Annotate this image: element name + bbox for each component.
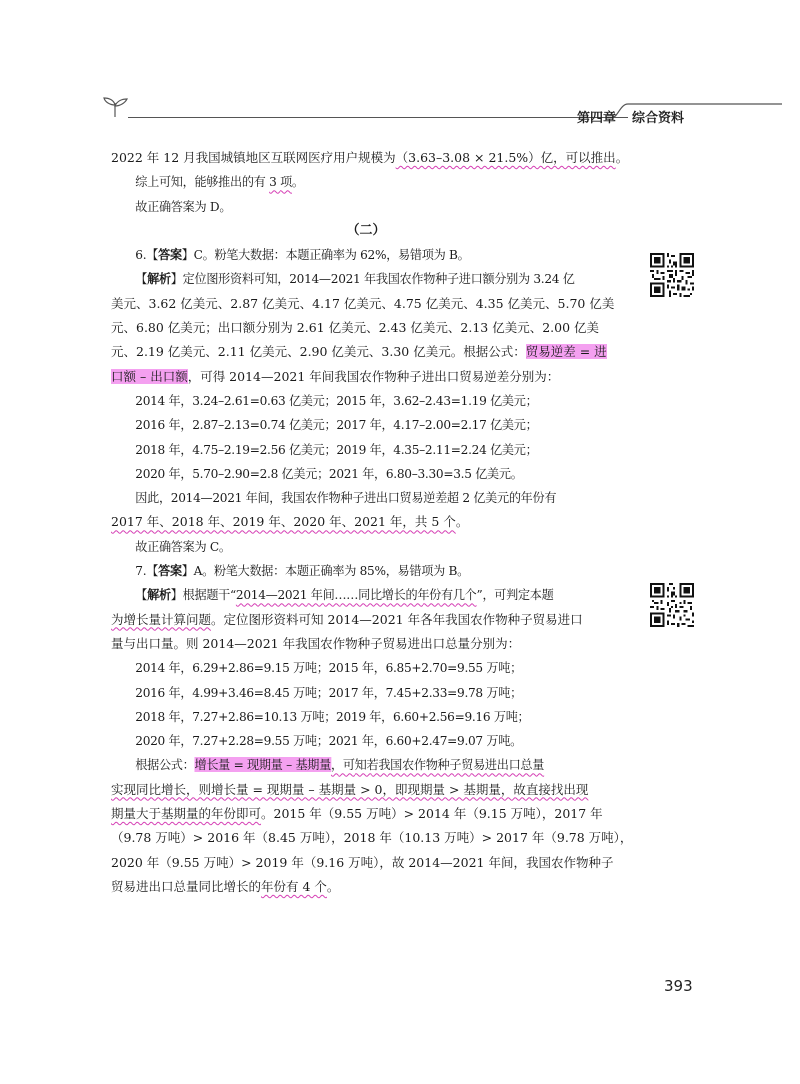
text-line: 2016 年，4.99+3.46=8.45 万吨；2017 年，7.45+2.33=9.78 万吨；: [135, 684, 522, 700]
text-line: 2014 年，3.24–2.61=0.63 亿美元；2015 年，3.62–2.43=1.19 亿美元；: [135, 392, 538, 408]
text-line: 6.【答案】C。粉笔大数据：本题正确率为 62%，易错项为 B。: [135, 247, 470, 263]
section-subtitle: （二）: [346, 222, 386, 238]
text-line: 2020 年，5.70–2.90=2.8 亿美元；2021 年，6.80–3.30=3.5 亿美元。: [135, 465, 523, 481]
text-line: 为增长量计算问题。定位图形资料可知 2014—2021 年各年我国农作物种子贸易进口: [111, 611, 583, 627]
text-line: 2016 年，2.87–2.13=0.74 亿美元；2017 年，4.17–2.00=2.17 亿美元；: [135, 417, 538, 433]
answer-label: 答案: [158, 247, 182, 263]
text-line: 口额 – 出口额，可得 2014—2021 年间我国农作物种子进出口贸易逆差分别为：: [111, 368, 560, 384]
text-line: 2018 年，7.27+2.86=10.13 万吨；2019 年，6.60+2.56=9.16 万吨；: [135, 708, 530, 724]
text-line: 美元、3.62 亿美元、2.87 亿美元、4.17 亿美元、4.75 亿美元、4.35 亿美元、5.70 亿美: [111, 295, 615, 311]
page-number: 393: [664, 977, 693, 995]
text-line: （9.78 万吨）> 2016 年（8.45 万吨），2018 年（10.13 万吨）> 2017 年（9.78 万吨），: [111, 830, 633, 846]
text-line: 元、6.80 亿美元；出口额分别为 2.61 亿美元、2.43 亿美元、2.13 亿美元、2.00 亿美: [111, 320, 600, 336]
underlined-text: 实现同比增长，则增长量 = 现期量 – 基期量 > 0，即现期量 > 基期量，故直接找出现: [111, 781, 589, 797]
text-line: 2020 年，7.27+2.28=9.55 万吨；2021 年，6.60+2.47=9.07 万吨。: [135, 733, 522, 749]
text-line: 贸易进出口总量同比增长的年份有 4 个。: [111, 878, 340, 894]
text-line: 期量大于基期量的年份即可。2015 年（9.55 万吨）> 2014 年（9.15 万吨），2017 年: [111, 806, 603, 822]
underlined-text: ，可知若我国农作物种子贸易进出口总量: [330, 757, 545, 773]
text-line: 2018 年，4.75–2.19=2.56 亿美元；2019 年，4.35–2.11=2.24 亿美元；: [135, 441, 538, 457]
qr-code-icon[interactable]: [650, 583, 694, 627]
text-line: 根据公式：增长量 = 现期量 – 基期量，可知若我国农作物种子贸易进出口总量: [135, 757, 545, 773]
text-line: 故正确答案为 D。: [135, 198, 232, 214]
underlined-text: 2014—2021 年间……同比增长的年份有几个: [235, 587, 477, 603]
text-line: 2022 年 12 月我国城镇地区互联网医疗用户规模为（3.63–3.08 × 21.5%）亿，可以推出。: [111, 150, 629, 165]
underlined-text: 为增长量计算问题: [111, 611, 212, 627]
text-line: 量与出口量。则 2014—2021 年我国农作物种子贸易进出口总量分别为：: [111, 635, 521, 651]
underlined-text: 期量大于基期量的年份即可: [111, 806, 262, 822]
text-line: [111, 778, 621, 802]
chapter-label: 第四章: [577, 111, 617, 126]
leaf-icon: [102, 96, 130, 118]
header-rule: [128, 117, 628, 118]
underlined-text: 3 项: [269, 174, 292, 190]
text-line: 因此，2014—2021 年间，我国农作物种子进出口贸易逆差超 2 亿美元的年份有: [135, 490, 557, 506]
text-line: 综上可知，能够推出的有 3 项。: [135, 174, 304, 190]
text-line: 故正确答案为 C。: [135, 538, 231, 554]
text-line: 【解析】根据题干“2014—2021 年间……同比增长的年份有几个”，可判定本题: [135, 587, 554, 603]
text-line: 7.【答案】A。粉笔大数据：本题正确率为 85%，易错项为 B。: [135, 563, 469, 579]
text-line: 2014 年，6.29+2.86=9.15 万吨；2015 年，6.85+2.70=9.55 万吨；: [135, 660, 522, 676]
text-line: 2020 年（9.55 万吨）> 2019 年（9.16 万吨），故 2014—2021 年间，我国农作物种子: [111, 854, 614, 870]
underlined-text: 2017 年、2018 年、2019 年、2020 年、2021 年，共 5 个: [111, 514, 456, 530]
underlined-text: 年份有 4 个: [261, 878, 327, 894]
underlined-text: （3.63–3.08 × 21.5%）亿，可以推出: [395, 150, 616, 165]
highlighted-formula: 贸易逆差 = 进: [525, 344, 607, 360]
analysis-label: 解析: [147, 271, 171, 287]
answer-label: 答案: [158, 563, 182, 579]
text-line: 元、2.19 亿美元、2.11 亿美元、2.90 亿美元、3.30 亿美元。根据公式：贸易逆差 = 进: [111, 344, 607, 360]
text-line: 2017 年、2018 年、2019 年、2020 年、2021 年，共 5 个。: [111, 514, 469, 530]
highlighted-formula: 口额 – 出口额: [111, 368, 188, 384]
highlighted-formula: 增长量 = 现期量 – 基期量: [194, 757, 331, 773]
qr-code-icon[interactable]: [650, 253, 694, 297]
text-line: 【解析】定位图形资料可知，2014—2021 年我国农作物种子进口额分别为 3.24 亿: [135, 271, 575, 287]
section-label: 综合资料: [632, 111, 685, 126]
page-body: [111, 146, 633, 899]
analysis-label: 解析: [147, 587, 171, 603]
